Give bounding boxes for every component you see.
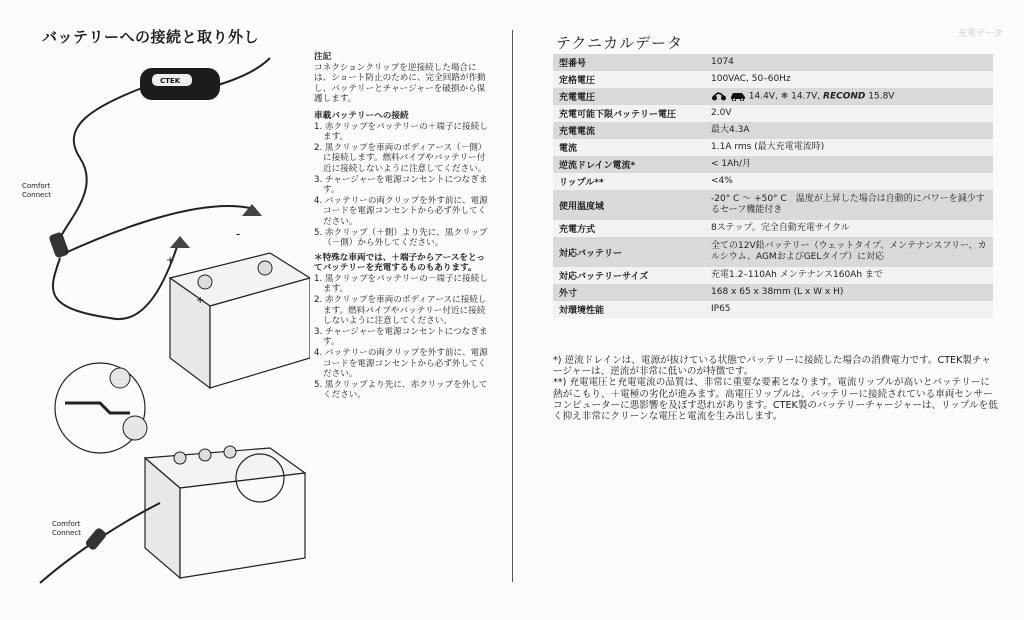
list-item: 2. 赤クリップを車両のボディアースに接続します。燃料パイプやバッテリー付近に接続しないように注意してください。 [314,295,487,327]
vehicle-cap-1 [174,452,186,464]
vehicle-battery-side [180,473,305,578]
table-row [553,301,993,318]
spec-label: 対応バッテリー [553,237,705,267]
table-row [553,267,993,284]
list-item: 4. バッテリーの両クリップを外す前に、電源コードを電源コンセントから必ず外してください。 [314,348,488,380]
comfort-connect-label-bottom-2: Connect [52,529,81,537]
spec-value: <4% [705,173,993,190]
table-row [553,139,993,156]
charger-brand: CTEK [160,77,181,85]
spec-label: 充電方式 [553,220,705,237]
comfort-connect-label-top: Comfort [22,182,51,190]
red-clamp [170,236,190,248]
black-clamp [242,204,262,216]
spec-value: 8ステップ。完全自動充電サイクル [705,220,993,237]
detail-cable [65,403,130,413]
voltage-cold: 14.7V, [791,91,821,102]
battery-connection-diagram [20,48,310,588]
section1-title: 車載バッテリーへの接続 [314,110,409,121]
spec-value: 1074 [705,54,993,71]
list-item: 3. チャージャーを電源コンセントにつなぎます。 [314,326,488,348]
spec-value: 全ての12V鉛バッテリー（ウェットタイプ、メンテナンスフリー、カルシウム、AGMおよびGELタイプ）に対応 [705,237,993,267]
spec-value: 168 x 65 x 38mm (L x W x H) [705,284,993,301]
minus-sign: - [236,227,241,241]
table-row [553,284,993,301]
detail-terminal [110,368,130,388]
table-row [553,237,993,267]
spec-label: 型番号 [553,54,705,71]
list-item: 3. チャージャーを電源コンセントにつなぎます。 [314,174,488,196]
spec-value: 充電1.2–110Ah メンテナンス160Ah まで [705,267,993,284]
spec-label: 定格電圧 [553,71,705,88]
list-item: 5. 黒クリップより先に、赤クリップを外してください。 [314,379,488,401]
detail-clamp [123,416,147,440]
spec-label: 充電可能下限バッテリー電圧 [553,105,705,122]
table-row [553,173,993,190]
output-cable [60,88,142,238]
footnote-drain: *) 逆流ドレインは、電源が抜けている状態でバッテリーに接続した場合の消費電力です。CTEK製チャージャーは、逆流が非常に低いのが特徴です。 [553,355,991,378]
spec-value-voltage [705,88,993,105]
comfort-connect-plug-2 [84,527,107,552]
connection-title: バッテリーへの接続と取り外し [42,28,260,46]
motorcycle-icon [711,91,727,101]
technical-data-title: テクニカルデータ [556,34,684,52]
footnote-ripple: **) 充電電圧と充電電流の品質は、非常に重要な要素となります。電流リップルが高いとバッテリーに熱がこもり、＋電極の劣化が進みます。高電圧リップルは、バッテリーに接続されている車両センサーコンピューターに悪影響を及ぼす恐れがあります。CTEK製のバッテリーチャージャーは、リップルを低く抑え非常にクリーンな電圧と電流を生み出します。 [553,377,998,423]
spec-value: 1.1A rms (最大充電電流時) [705,139,993,156]
footnotes [553,355,998,422]
note-body: コネクションクリップを逆接続した場合には、ショート防止のために、完全回路が作動し、バッテリーとチャージャーを破損から保護します。 [314,62,486,105]
table-row [553,156,993,173]
comfort-connect-label-top-2: Connect [22,191,51,199]
spec-value: < 1Ah/月 [705,156,993,173]
spec-label: リップル** [553,173,705,190]
battery-terminal-plus [198,275,212,289]
instructions-column [314,52,492,401]
table-row [553,190,993,220]
car-icon [730,91,746,101]
comfort-connect-label-bottom: Comfort [52,520,81,528]
list-item: 1. 黒クリップをバッテリーの－端子に接続します。 [314,273,488,295]
spec-label: 充電電流 [553,122,705,139]
section2-title: ＊特殊な車両では、＋端子からアースをとってバッテリーを充電するものもあります。 [314,252,486,274]
spec-label: 充電電圧 [553,88,705,105]
spec-value: -20° C ～ +50° C 温度が上昇した場合は自動的にパワーを減少するセーフ機能付き [705,190,993,220]
spec-value: 100VAC, 50–60Hz [705,71,993,88]
table-row [553,71,993,88]
spec-table [553,54,993,318]
snowflake-icon: ❄ [780,91,789,102]
vehicle-cap-2 [199,449,211,461]
plus-sign: + [166,255,175,266]
spec-label: 外寸 [553,284,705,301]
table-row [553,88,993,105]
voltage-normal: 14.4V, [748,91,778,102]
spec-label: 使用温度域 [553,190,705,220]
vehicle-cap-3 [224,446,236,458]
spec-label: 逆流ドレイン電流* [553,156,705,173]
table-row [553,220,993,237]
list-item: 4. バッテリーの両クリップを外す前に、電源コードを電源コンセントから必ず外してください。 [314,195,488,227]
battery-plus-mark: + [196,295,205,306]
spec-value: IP65 [705,301,993,318]
list-item: 1. 赤クリップをバッテリーの＋端子に接続します。 [314,121,488,143]
battery-terminal-minus [258,261,272,275]
bleed-through-title: 充電データ [958,29,1004,39]
recond-label: RECOND [823,91,866,102]
list-item: 5. 赤クリップ（＋側）より先に、黒クリップ（－側）から外してください。 [314,227,488,249]
note-title: 注記 [314,52,332,62]
spec-value: 最大4.3A [705,122,993,139]
table-row [553,105,993,122]
connection-illustration [20,48,310,588]
voltage-recond: 15.8V [868,91,895,102]
section2-steps [314,274,492,401]
black-clamp-cable [65,206,250,253]
spec-label: 電流 [553,139,705,156]
spec-label: 対応バッテリーサイズ [553,267,705,284]
list-item: 2. 黒クリップを車両のボディアース（－側）に接続します。燃料パイプやバッテリー付近に接続しないように注意してください。 [314,142,487,174]
spec-value: 2.0V [705,105,993,122]
comfort-connect-plug [48,231,69,258]
table-row [553,122,993,139]
table-row [553,54,993,71]
section1-steps [314,122,492,249]
spec-label: 対環境性能 [553,301,705,318]
page-divider [512,30,513,582]
